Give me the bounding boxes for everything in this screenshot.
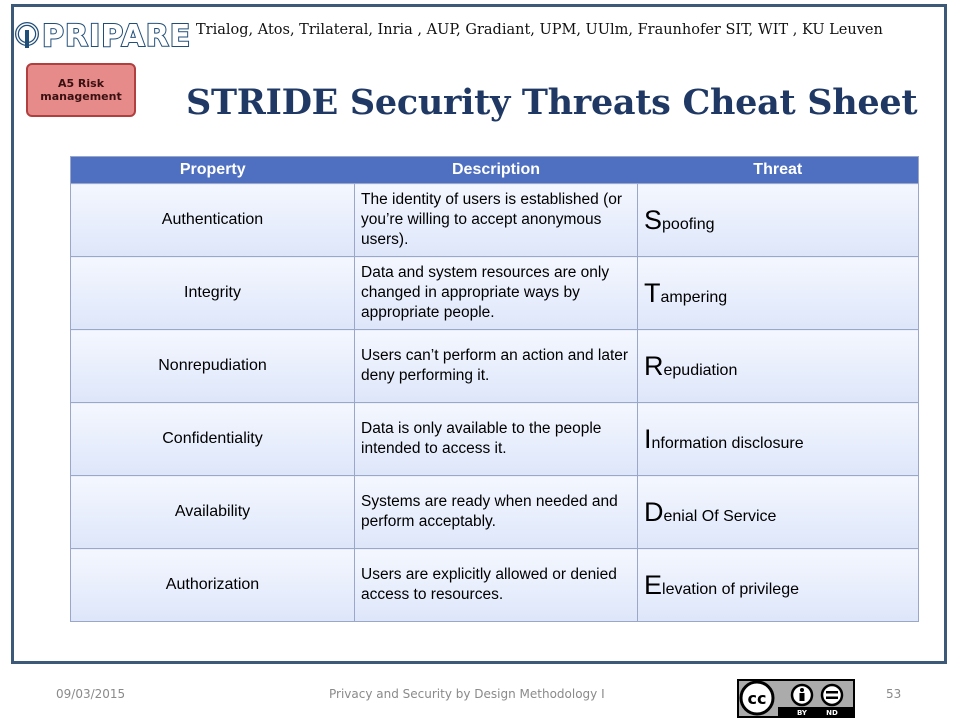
threat-initial: D bbox=[644, 496, 664, 527]
page-title: STRIDE Security Threats Cheat Sheet bbox=[186, 82, 918, 123]
footer-title: Privacy and Security by Design Methodology I bbox=[329, 687, 605, 701]
threat-rest: epudiation bbox=[663, 361, 738, 379]
threat-rest: poofing bbox=[662, 215, 715, 233]
threat-cell bbox=[638, 184, 919, 257]
threat-initial: T bbox=[644, 277, 661, 308]
description-cell: Users can’t perform an action and later deny performing it. bbox=[355, 330, 638, 403]
property-cell: Authorization bbox=[71, 549, 355, 622]
section-badge: A5 Risk management bbox=[26, 63, 136, 117]
pripare-logo bbox=[14, 14, 191, 58]
license-by-label: BY bbox=[796, 709, 808, 717]
table-row bbox=[71, 330, 919, 403]
property-cell: Nonrepudiation bbox=[71, 330, 355, 403]
threat-cell bbox=[638, 403, 919, 476]
table-row bbox=[71, 476, 919, 549]
threat-rest: ampering bbox=[660, 288, 728, 306]
partners-list: Trialog, Atos, Trilateral, Inria , AUP, Gradiant, UPM, UUlm, Fraunhofer SIT, WIT , KU Leuven bbox=[196, 22, 883, 38]
property-cell: Authentication bbox=[71, 184, 355, 257]
description-cell: Users are explicitly allowed or denied access to resources. bbox=[355, 549, 638, 622]
threat-cell bbox=[638, 330, 919, 403]
svg-text:cc: cc bbox=[747, 689, 767, 708]
privacy-symbol-icon bbox=[14, 18, 40, 54]
table-row bbox=[71, 549, 919, 622]
threat-rest: nformation disclosure bbox=[651, 434, 804, 452]
table-row bbox=[71, 403, 919, 476]
table-row bbox=[71, 257, 919, 330]
description-cell: Data is only available to the people intended to access it. bbox=[355, 403, 638, 476]
threat-cell bbox=[638, 549, 919, 622]
threat-rest: enial Of Service bbox=[663, 507, 777, 525]
description-cell: Data and system resources are only changed in appropriate ways by appropriate people. bbox=[355, 257, 638, 330]
cc-license-badge bbox=[737, 679, 855, 718]
footer-date: 09/03/2015 bbox=[56, 687, 126, 701]
threat-rest: levation of privilege bbox=[662, 580, 799, 598]
logo-text: PRIPARE bbox=[42, 18, 192, 54]
threat-cell bbox=[638, 257, 919, 330]
property-cell: Availability bbox=[71, 476, 355, 549]
description-cell: The identity of users is established (or you’re willing to accept anonymous users). bbox=[355, 184, 638, 257]
threat-cell bbox=[638, 476, 919, 549]
stride-table bbox=[70, 156, 919, 622]
property-cell: Confidentiality bbox=[71, 403, 355, 476]
description-cell: Systems are ready when needed and perform acceptably. bbox=[355, 476, 638, 549]
table-header-row bbox=[71, 157, 919, 184]
header-description: Description bbox=[355, 157, 638, 184]
threat-initial: S bbox=[644, 204, 663, 235]
page-number: 53 bbox=[886, 687, 902, 701]
threat-initial: I bbox=[644, 423, 652, 454]
header-threat: Threat bbox=[638, 157, 919, 184]
threat-initial: E bbox=[644, 569, 663, 600]
license-nd-label: ND bbox=[826, 709, 838, 717]
table-row bbox=[71, 184, 919, 257]
property-cell: Integrity bbox=[71, 257, 355, 330]
cc-by-nd-icon bbox=[738, 680, 854, 717]
header-property: Property bbox=[71, 157, 355, 184]
threat-initial: R bbox=[644, 350, 664, 381]
